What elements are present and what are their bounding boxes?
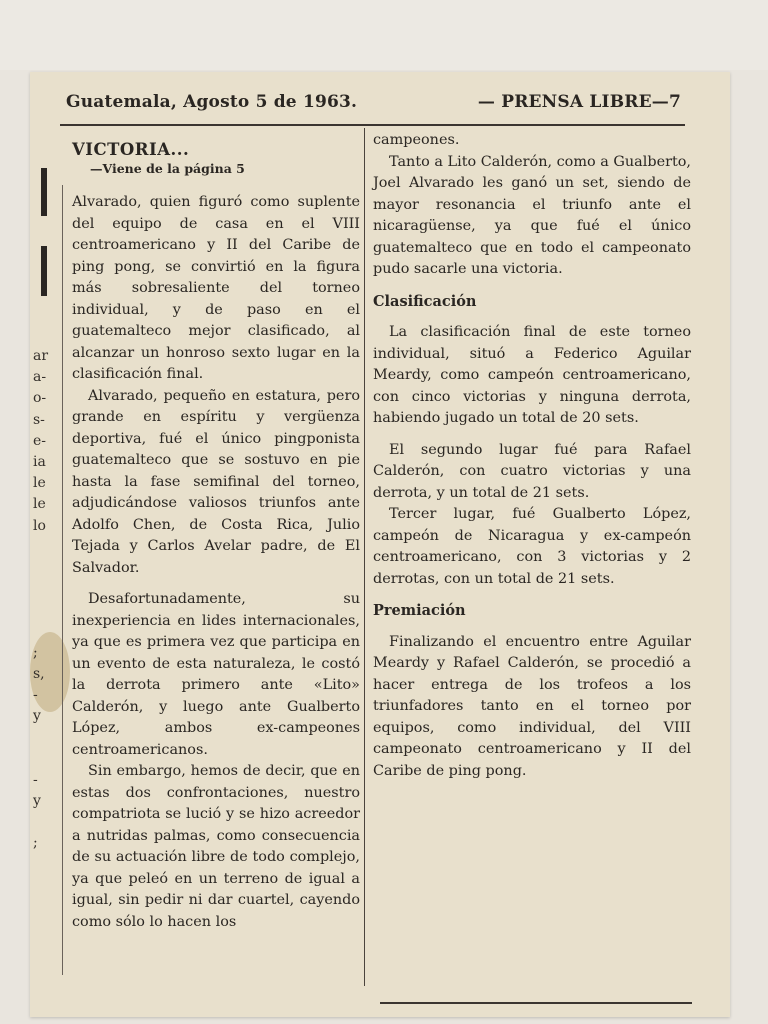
neighbor-fragment (31, 621, 59, 642)
neighbor-fragment (31, 855, 59, 876)
neighbor-fragment (31, 876, 59, 897)
article-paragraph: Alvarado, quien figuró como suplente del equipo de casa en el VIII centroamericano y II del Caribe de ping pong, se convirtió en la figura más sobresaliente del torneo individual, y de paso en el guatemalteco mejor clasificado, al alcanzar un honroso sexto lugar en la clasificación final. (72, 194, 360, 382)
section-heading-premiacion: Premiación (373, 602, 466, 619)
article-title: VICTORIA... (72, 140, 190, 159)
neighbor-fragment (31, 939, 59, 960)
article-paragraph: Tanto a Lito Calderón, como a Gualberto, Joel Alvarado les ganó un set, siendo de mayor resonancia el triunfo ante el nicaragüense, ya que fué el único guatemalteco que en todo el campeonato pudo sacarle una victoria. (373, 153, 691, 277)
page-header (66, 92, 681, 122)
neighbor-fragment: ar (33, 348, 49, 364)
continued-from-note: —Viene de la página 5 (90, 161, 245, 176)
article-paragraph: La clasificación final de este torneo individual, situó a Federico Aguilar Meardy, como campeón centroamericano, con cinco victorias y ninguna derrota, habiendo jugado un total de 20 sets. (373, 324, 691, 426)
neighbor-fragment: e- (33, 432, 47, 449)
header-newspaper-page: — PRENSA LIBRE—7 (477, 92, 681, 112)
section-heading-clasificacion: Clasificación (373, 292, 477, 310)
header-dateline: Guatemala, Agosto 5 de 1963. (66, 92, 358, 112)
column-bar-mark (41, 246, 47, 296)
neighbor-fragment: ; (33, 644, 38, 661)
article-paragraph: campeones. (373, 132, 460, 148)
neighbor-fragment (31, 812, 59, 833)
neighbor-fragment: ; (33, 835, 38, 852)
article-paragraph: Desafortunadamente, su inexperiencia en lides internacionales, ya que es primera vez que participa en un evento de esta naturaleza, le costó la derrota primero ante «Lito» Calderón, y luego ante Gualberto López, ambos ex-campeones centroamericanos. (72, 591, 360, 758)
article-paragraph: Tercer lugar, fué Gualberto López, campeón de Nicaragua y ex-campeón centroamericano, con 3 victorias y 2 derrotas, con un total de 21 sets. (373, 506, 691, 587)
article-paragraph: Finalizando el encuentro entre Aguilar Meardy y Rafael Calderón, se procedió a hacer entrega de los trofeos a los triunfadores tanto en el torneo por equipos, como individual, del VIII campeonato centroamericano y II del Caribe de ping pong. (373, 633, 691, 779)
column-bar-mark (41, 168, 47, 216)
neighbor-fragment: s, (33, 665, 45, 682)
neighbor-fragment (31, 600, 59, 621)
neighbor-fragment: - (33, 687, 38, 703)
article-paragraph: Alvarado, pequeño en estatura, pero grande en espíritu y vergüenza deportiva, fué el único pingponista guatemalteco que se sostuvo en pie hasta la fase semifinal del torneo, adjudicándose valiosos triunfos ante Adolfo Chen, de Costa Rica, Julio Tejada y Carlos Avelar padre, de El Salvador. (72, 387, 360, 576)
left-column-divider (62, 185, 63, 975)
neighbor-fragment (31, 897, 59, 918)
neighbor-fragment: - (33, 771, 38, 788)
neighbor-fragment (31, 727, 59, 748)
neighbor-fragment: y (33, 708, 41, 725)
neighbor-fragment (31, 537, 59, 558)
neighbor-fragment (31, 918, 59, 939)
neighbor-fragment: a- (33, 369, 47, 386)
article-paragraph: El segundo lugar fué para Rafael Calderón, con cuatro victorias y una derrota, y un total de 21 sets. (373, 441, 691, 501)
article-right-column (373, 130, 691, 782)
neighbor-fragment: o- (33, 390, 47, 407)
neighbor-column-fragments (31, 150, 59, 970)
neighbor-fragment: lo (33, 517, 46, 534)
column-divider (364, 128, 365, 986)
neighbor-fragment (31, 558, 59, 579)
neighbor-fragment (31, 579, 59, 600)
header-rule (60, 124, 685, 126)
neighbor-fragment: le (33, 496, 46, 513)
neighbor-fragment (31, 749, 59, 770)
neighbor-fragment: le (33, 475, 46, 492)
neighbor-fragment: s- (33, 411, 45, 428)
article-left-column (72, 140, 360, 933)
neighbor-fragment: y (33, 792, 41, 809)
bottom-rule (380, 1002, 692, 1004)
article-paragraph: Sin embargo, hemos de decir, que en estas dos confrontaciones, nuestro compatriota se lució y se hizo acreedor a nutridas palmas, como consecuencia de su actuación libre de todo complejo, ya que peleó en un terreno de igual a igual, sin pedir ni dar cuartel, cayendo como sólo lo hacen los (72, 763, 360, 930)
background-surface (0, 0, 768, 70)
neighbor-fragment: ia (33, 453, 46, 470)
